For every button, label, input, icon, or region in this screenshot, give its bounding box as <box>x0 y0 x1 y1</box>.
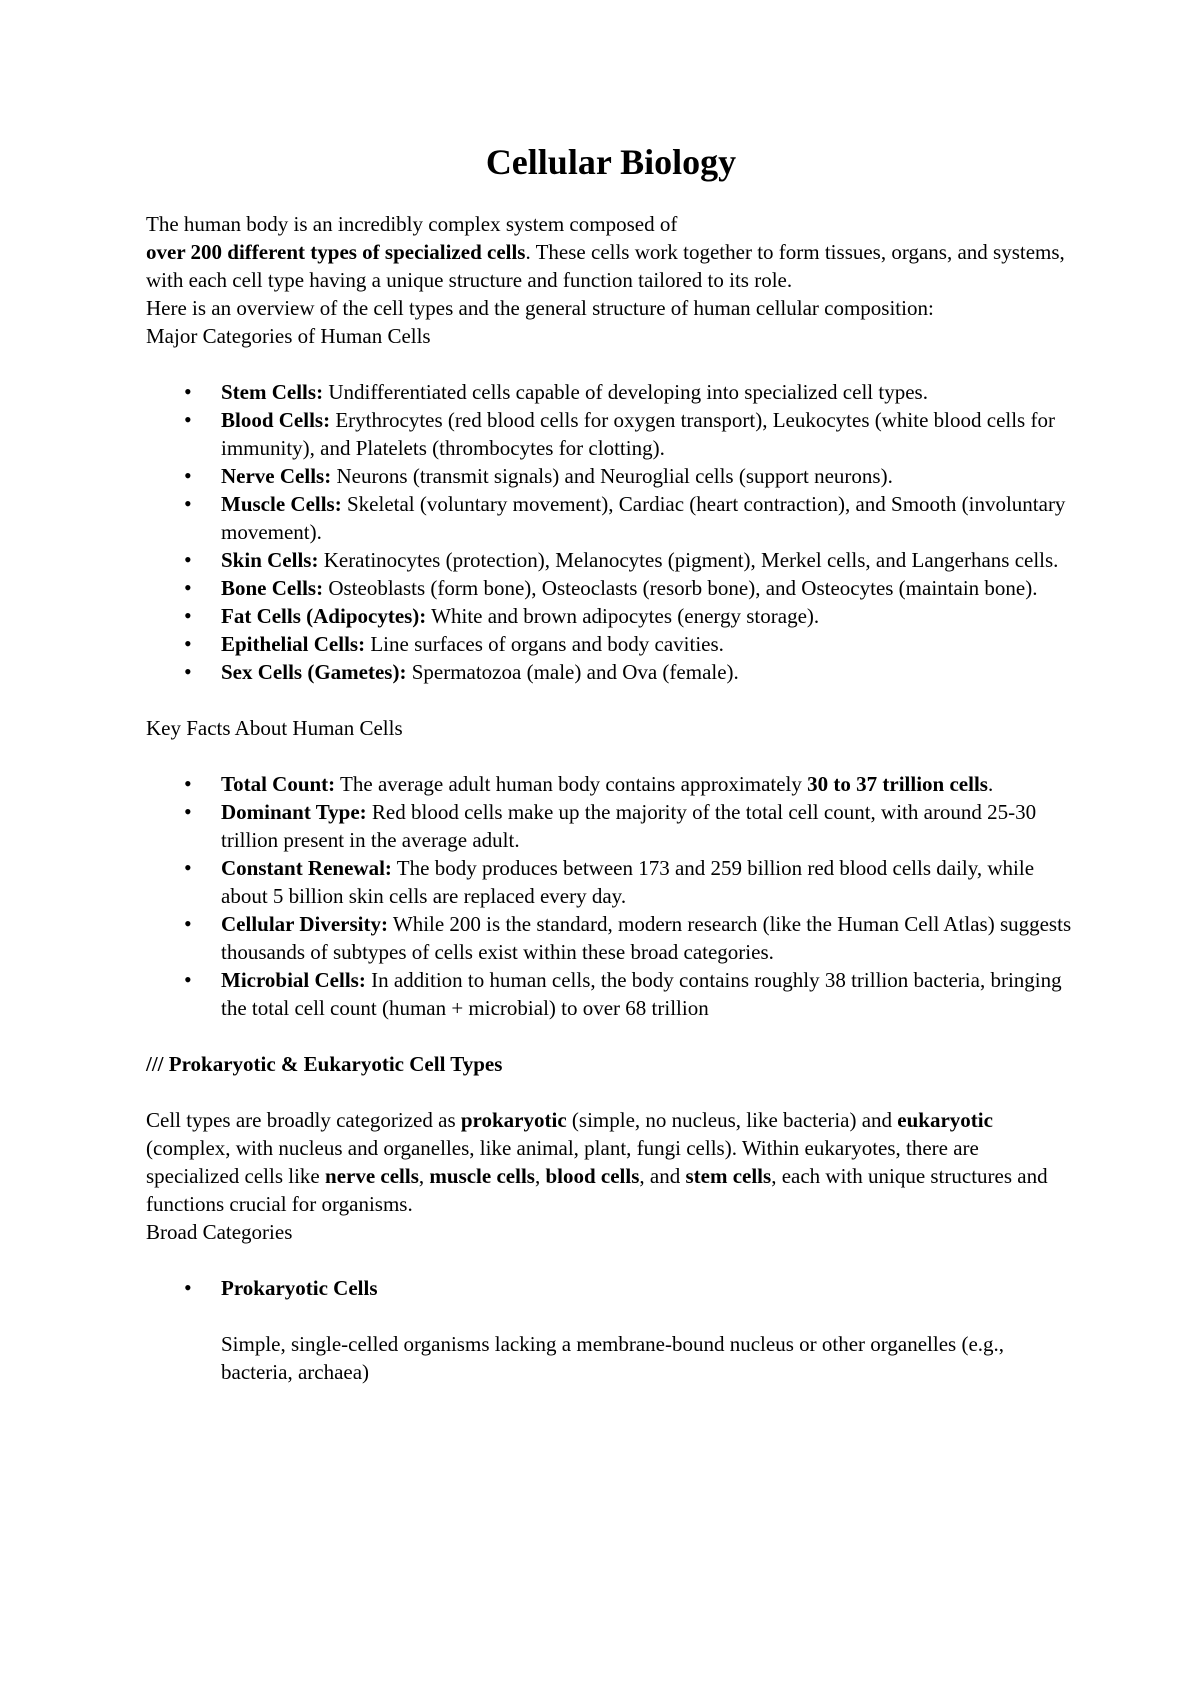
text-run: , <box>534 1164 546 1188</box>
categories-heading: Major Categories of Human Cells <box>146 324 431 348</box>
category-term: Nerve Cells: <box>221 464 332 488</box>
facts-list <box>146 770 1076 1022</box>
category-desc: Neurons (transmit signals) and Neuroglial cells (support neurons). <box>331 464 893 488</box>
list-item <box>146 770 1076 798</box>
category-term: Stem Cells: <box>221 380 324 404</box>
category-term: Blood Cells: <box>221 408 331 432</box>
bold-run: stem cells <box>685 1164 772 1188</box>
intro-line1: The human body is an incredibly complex system composed of <box>146 212 678 236</box>
list-item <box>146 378 1076 406</box>
list-item <box>146 910 1076 966</box>
category-desc: Undifferentiated cells capable of developing into specialized cell types. <box>323 380 928 404</box>
category-term: Epithelial Cells: <box>221 632 366 656</box>
category-desc: Osteoblasts (form bone), Osteoclasts (resorb bone), and Osteocytes (maintain bone). <box>323 576 1038 600</box>
category-term: Muscle Cells: <box>221 492 342 516</box>
category-term: Sex Cells (Gametes): <box>221 660 407 684</box>
broad-categories-list <box>146 1274 1076 1386</box>
list-item <box>146 546 1076 574</box>
text-run: Cell types are broadly categorized as <box>146 1108 461 1132</box>
facts-heading: Key Facts About Human Cells <box>146 716 403 740</box>
bold-run: blood cells <box>545 1164 640 1188</box>
category-term: Fat Cells (Adipocytes): <box>221 604 427 628</box>
fact-term: Dominant Type: <box>221 800 367 824</box>
category-desc: Line surfaces of organs and body cavities. <box>365 632 724 656</box>
section-heading: /// Prokaryotic & Eukaryotic Cell Types <box>146 1052 503 1076</box>
text-run: (complex, with nucleus and organelles, like animal, plant, fungi cells). Within eukaryotes, there are specialized cells like <box>146 1136 979 1188</box>
categories-list <box>146 378 1076 686</box>
broad-category-desc: Simple, single-celled organisms lacking a membrane-bound nucleus or other organelles (e.g., bacteria, archaea) <box>221 1332 1005 1384</box>
list-item <box>146 966 1076 1022</box>
list-item <box>146 798 1076 854</box>
page-title: Cellular Biology <box>485 142 737 182</box>
list-item <box>146 630 1076 658</box>
text-run: (simple, no nucleus, like bacteria) and <box>566 1108 898 1132</box>
fact-desc: Red blood cells make up the majority of the total cell count, with around 25-30 trillion present in the average adult. <box>221 800 1037 852</box>
bold-run: muscle cells <box>429 1164 535 1188</box>
category-desc: White and brown adipocytes (energy storage). <box>426 604 820 628</box>
category-desc: Erythrocytes (red blood cells for oxygen transport), Leukocytes (white blood cells for immunity), and Platelets (thrombocytes for clotting). <box>221 408 1055 460</box>
intro-rest: . These cells work together to form tissues, organs, and systems, with each cell type having a unique structure and function tailored to its role. <box>146 240 1065 292</box>
broad-categories-heading: Broad Categories <box>146 1220 293 1244</box>
fact-bold: 30 to 37 trillion cells <box>807 772 988 796</box>
list-item <box>146 574 1076 602</box>
category-term: Bone Cells: <box>221 576 324 600</box>
document-body <box>146 140 1076 1414</box>
fact-desc: The average adult human body contains approximately <box>335 772 808 796</box>
bold-run: prokaryotic <box>460 1108 567 1132</box>
bold-run: eukaryotic <box>897 1108 993 1132</box>
list-item <box>146 490 1076 546</box>
category-desc: Keratinocytes (protection), Melanocytes (pigment), Merkel cells, and Langerhans cells. <box>318 548 1059 572</box>
fact-desc: In addition to human cells, the body contains roughly 38 trillion bacteria, bringing the total cell count (human + microbial) to over 68 trillion <box>221 968 1062 1020</box>
fact-term: Microbial Cells: <box>221 968 366 992</box>
intro-bold: over 200 different types of specialized cells <box>146 240 526 264</box>
bold-run: nerve cells <box>325 1164 419 1188</box>
list-item <box>146 658 1076 686</box>
fact-desc: While 200 is the standard, modern research (like the Human Cell Atlas) suggests thousands of subtypes of cells exist within these broad categories. <box>221 912 1072 964</box>
category-term: Skin Cells: <box>221 548 319 572</box>
fact-desc: The body produces between 173 and 259 billion red blood cells daily, while about 5 billion skin cells are replaced every day. <box>221 856 1035 908</box>
intro-paragraph <box>146 210 1076 294</box>
overview-line: Here is an overview of the cell types and the general structure of human cellular composition: <box>146 296 934 320</box>
list-item <box>146 462 1076 490</box>
fact-desc: . <box>987 772 994 796</box>
section-paragraph <box>146 1106 1076 1218</box>
category-desc: Skeletal (voluntary movement), Cardiac (heart contraction), and Smooth (involuntary movement). <box>221 492 1066 544</box>
category-desc: Spermatozoa (male) and Ova (female). <box>406 660 739 684</box>
list-item <box>146 1274 1076 1386</box>
broad-category-title: Prokaryotic Cells <box>221 1276 378 1300</box>
list-item <box>146 406 1076 462</box>
fact-term: Cellular Diversity: <box>221 912 388 936</box>
list-item <box>146 854 1076 910</box>
text-run: , each with unique structures and functions crucial for organisms. <box>146 1164 1048 1216</box>
text-run: , <box>418 1164 430 1188</box>
fact-term: Total Count: <box>221 772 336 796</box>
list-item <box>146 602 1076 630</box>
fact-term: Constant Renewal: <box>221 856 392 880</box>
text-run: , and <box>639 1164 686 1188</box>
